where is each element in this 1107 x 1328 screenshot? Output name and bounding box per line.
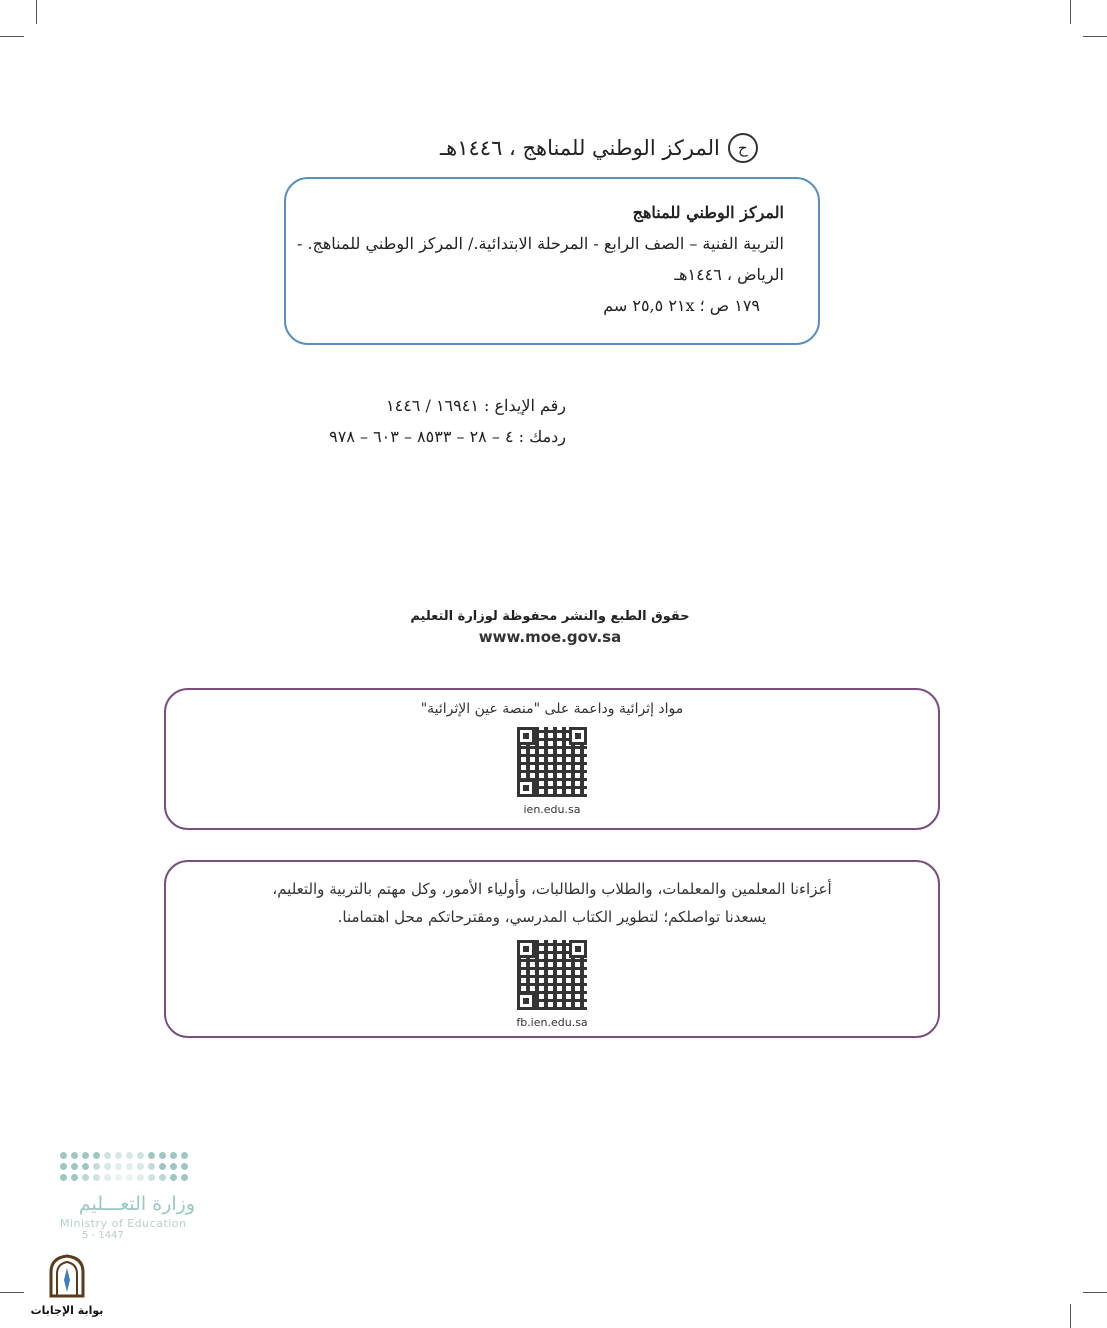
isbn: ردمك : ٤ – ٢٨ – ٨٥٣٣ – ٦٠٣ – ٩٧٨	[329, 427, 566, 446]
ministry-year: 5 - 1447	[82, 1230, 124, 1241]
gate-arch-icon	[47, 1254, 87, 1298]
crop-mark	[36, 0, 37, 24]
deposit-number: رقم الإيداع : ١٦٩٤١ / ١٤٤٦	[386, 396, 566, 415]
cataloging-box	[284, 177, 820, 345]
qr-code-icon[interactable]	[517, 940, 587, 1010]
crop-mark	[1083, 36, 1107, 37]
ministry-link[interactable]: www.moe.gov.sa	[478, 628, 622, 646]
crop-mark	[0, 36, 24, 37]
deposit-info	[300, 390, 566, 452]
feedback-line: يسعدنا تواصلكم؛ لتطوير الكتاب المدرسي، ومقترحاتكم محل اهتمامنا.	[337, 908, 767, 926]
logo-dots-icon	[60, 1152, 200, 1181]
copyright-icon: ح	[728, 133, 758, 163]
copyright-text: المركز الوطني للمناهج ، ١٤٤٦هـ	[440, 136, 720, 160]
answers-gate-logo	[28, 1254, 106, 1320]
qr-label: ien.edu.sa	[523, 803, 581, 816]
catalog-line: ١٧٩ ص ؛ ٢١x ٢٥,٥ سم	[603, 296, 760, 315]
qr-label: fb.ien.edu.sa	[516, 1016, 588, 1029]
rights-block	[350, 609, 750, 646]
catalog-line: الرياض ، ١٤٤٦هـ	[674, 265, 784, 284]
ministry-arabic-name: وزارة التعـــليم	[78, 1193, 195, 1215]
feedback-line: أعزاءنا المعلمين والمعلمات، والطلاب والطالبات، وأولياء الأمور، وكل مهتم بالتربية والتعليم،	[272, 880, 832, 898]
ministry-english-name: Ministry of Education	[60, 1217, 187, 1230]
rights-text: حقوق الطبع والنشر محفوظة لوزارة التعليم	[410, 609, 690, 624]
crop-mark	[1070, 0, 1071, 24]
catalog-title: المركز الوطني للمناهج	[632, 203, 784, 222]
gate-logo-text: بوابة الإجابات	[30, 1304, 104, 1317]
crop-mark	[0, 1292, 24, 1293]
ien-box-text: مواد إثرائية وداعمة على "منصة عين الإثرائية"	[420, 701, 684, 717]
catalog-line: التربية الفنية – الصف الرابع - المرحلة الابتدائية./ المركز الوطني للمناهج. -	[296, 234, 784, 253]
crop-mark	[1070, 1304, 1071, 1328]
qr-code-icon[interactable]	[517, 727, 587, 797]
feedback-box	[164, 860, 940, 1038]
copyright-heading	[440, 130, 812, 166]
ien-platform-box	[164, 688, 940, 830]
crop-mark	[1083, 1292, 1107, 1293]
